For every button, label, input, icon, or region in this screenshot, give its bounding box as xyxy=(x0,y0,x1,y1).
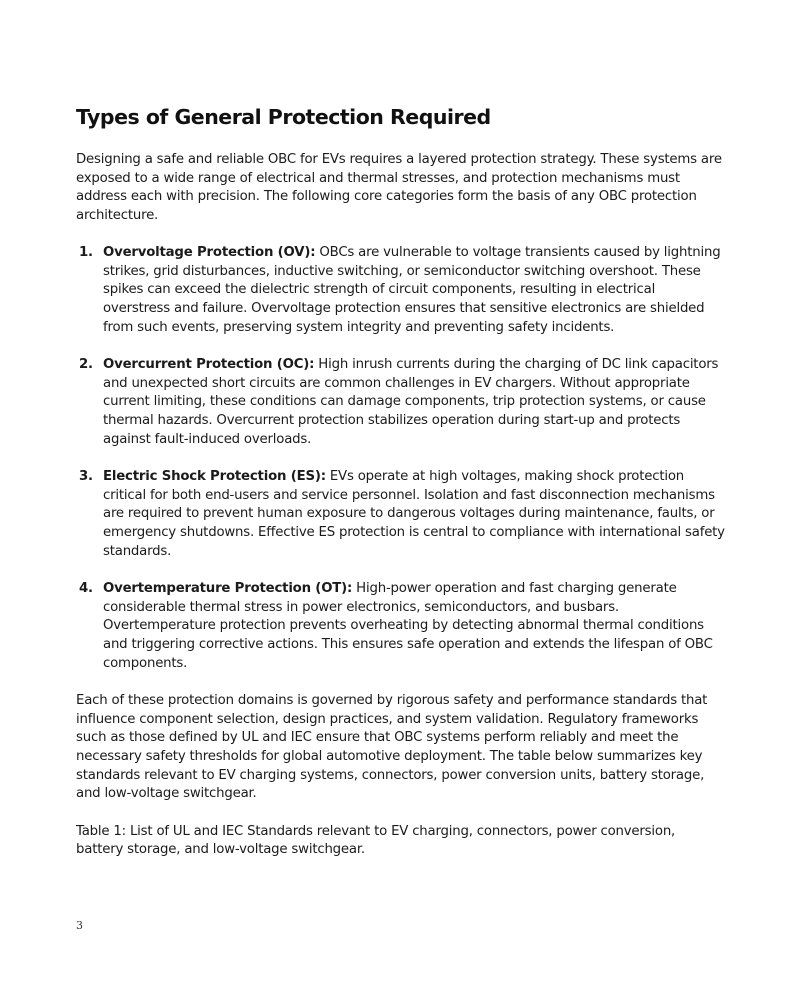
list-item xyxy=(76,356,726,450)
list-item xyxy=(76,244,726,338)
list-item-term: Overcurrent Protection (OC): xyxy=(103,356,315,372)
list-item-term: Electric Shock Protection (ES): xyxy=(103,468,326,484)
list-item xyxy=(76,468,726,562)
list-item-term: Overtemperature Protection (OT): xyxy=(103,580,353,596)
list-item-number: 4. xyxy=(79,580,93,596)
list-item-text: High inrush currents during the charging of DC link capacitors and unexpected short circuits are common challenges in EV chargers. Without appropriate current limiting, these conditions can damage components, trip protection systems, or cause thermal hazards. Overcurrent protection stabilizes operation during start-up and protects against fault-induced overloads. xyxy=(103,356,719,447)
outro-paragraph: Each of these protection domains is governed by rigorous safety and performance standards that influence component selection, design practices, and system validation. Regulatory frameworks such as those defined by UL and IEC ensure that OBC systems perform reliably and meet the necessary safety thresholds for global automotive deployment. The table below summarizes key standards relevant to EV charging systems, connectors, power conversion units, battery storage, and low-voltage switchgear. xyxy=(76,692,708,802)
list-item-number: 1. xyxy=(79,244,93,260)
list-item-text: OBCs are vulnerable to voltage transients caused by lightning strikes, grid disturbances, inductive switching, or semiconductor switching overshoot. These spikes can exceed the dielectric strength of circuit components, resulting in electrical overstress and failure. Overvoltage protection ensures that sensitive electronics are shielded from such events, preserving system integrity and preventing safety incidents. xyxy=(103,244,721,335)
page-number: 3 xyxy=(76,919,83,932)
list-item-text: High-power operation and fast charging generate considerable thermal stress in power electronics, semiconductors, and busbars. Overtemperature protection prevents overheating by detecting abnormal thermal conditions and triggering corrective actions. This ensures safe operation and extends the lifespan of OBC components. xyxy=(103,580,713,671)
list-item-text: EVs operate at high voltages, making shock protection critical for both end-users and service personnel. Isolation and fast disconnection mechanisms are required to prevent human exposure to dangerous voltages during maintenance, faults, or emergency shutdowns. Effective ES protection is central to compliance with international safety standards. xyxy=(103,468,725,559)
intro-paragraph: Designing a safe and reliable OBC for EVs requires a layered protection strategy. These systems are exposed to a wide range of electrical and thermal stresses, and protection mechanisms must address each with precision. The following core categories form the basis of any OBC protection architecture. xyxy=(76,152,722,224)
list-item-term: Overvoltage Protection (OV): xyxy=(103,244,316,260)
table-caption: Table 1: List of UL and IEC Standards relevant to EV charging, connectors, power conversion, battery storage, and low-voltage switchgear. xyxy=(76,823,676,858)
list-item-number: 3. xyxy=(79,468,93,484)
list-item-number: 2. xyxy=(79,356,93,372)
protection-list xyxy=(76,244,726,674)
document-page xyxy=(76,104,726,860)
list-item xyxy=(76,580,726,674)
section-heading: Types of General Protection Required xyxy=(76,105,491,129)
